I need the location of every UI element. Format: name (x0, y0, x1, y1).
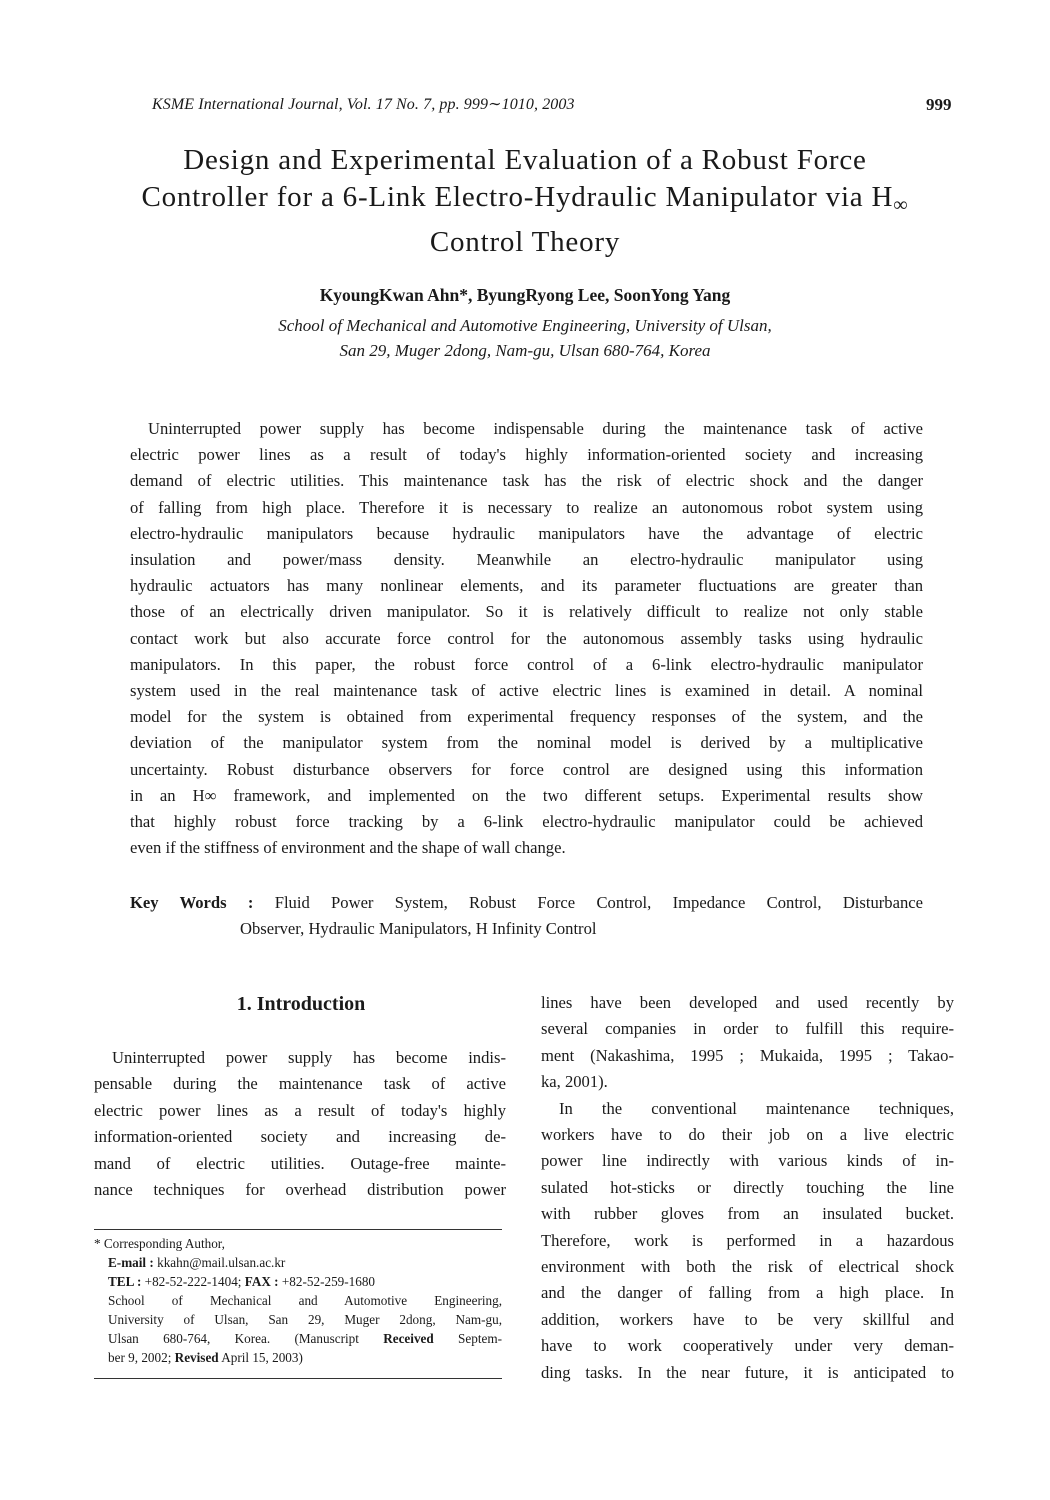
intro-right-line: lines have been developed and used recently by (541, 993, 954, 1012)
left-column-body (94, 1045, 506, 1203)
section-title: 1. Introduction (236, 993, 366, 1015)
page-number: 999 (926, 95, 952, 114)
abstract-line: Uninterrupted power supply has become indispensable during the maintenance task of active (148, 419, 923, 438)
abstract-line: uncertainty. Robust disturbance observers for force control are designed using this information (130, 759, 923, 779)
keywords-label: Key Words : (130, 893, 254, 912)
footnote-address-2: University of Ulsan, San 29, Muger 2dong, Nam-gu, (108, 1312, 502, 1327)
abstract-line: hydraulic actuators has many nonlinear elements, and its parameter fluctuations are greater than (130, 576, 923, 596)
intro-right-line: ment (Nakashima, 1995 ; Mukaida, 1995 ; Takao- (541, 1045, 954, 1065)
received-label: Received (383, 1331, 434, 1346)
keywords-line-2: Observer, Hydraulic Manipulators, H Infinity Control (240, 919, 597, 938)
abstract-line: contact work but also accurate force control for the autonomous assembly tasks using hydraulic (130, 628, 923, 648)
footnote-corresponding: * Corresponding Author, (94, 1236, 225, 1251)
footnote (94, 1234, 502, 1367)
title-line-3: Control Theory (429, 226, 621, 259)
fax-label: FAX : (244, 1274, 279, 1289)
abstract-line: manipulators. In this paper, the robust force control of a 6-link electro-hydraulic manipulator (130, 654, 923, 674)
abstract-line: in an H∞ framework, and implemented on the two different setups. Experimental results show (130, 785, 923, 805)
intro-right-line: ding tasks. In the near future, it is anticipated to (541, 1362, 954, 1382)
abstract-line: those of an electrically driven manipulator. So it is relatively difficult to realize not only stable (130, 602, 923, 622)
title-line-2 (60, 179, 990, 224)
intro-right-line: several companies in order to fulfill this require- (541, 1019, 954, 1039)
footnote-rule (94, 1229, 502, 1230)
tel-value: +82-52-222-1404; (141, 1274, 245, 1289)
footnote-address-4 (94, 1348, 502, 1367)
abstract-line: of falling from high place. Therefore it is necessary to realize an autonomous robot system using (130, 497, 923, 517)
abstract-line: electric power lines as a result of today's highly information-oriented society and increasing (130, 445, 923, 465)
keywords-text-1: Fluid Power System, Robust Force Control, Impedance Control, Disturbance (274, 893, 923, 912)
intro-right-line: with rubber gloves from an insulated bucket. (541, 1204, 954, 1224)
authors: KyoungKwan Ahn*, ByungRyong Lee, SoonYong Yang (319, 285, 731, 305)
abstract-line: that highly robust force tracking by a 6-link electro-hydraulic manipulator could be achieved (130, 812, 923, 832)
abstract-line: deviation of the manipulator system from the nominal model is derived by a multiplicative (130, 733, 923, 753)
address-4-tail: April 15, 2003) (218, 1350, 303, 1365)
intro-right-line: sulated hot-sticks or directly touching the line (541, 1177, 954, 1197)
title-line-2-text: Controller for a 6-Link Electro-Hydraulic Manipulator via H (141, 181, 894, 213)
intro-left-line: information-oriented society and increasing de- (94, 1127, 506, 1147)
keywords-line-1 (130, 890, 923, 916)
intro-left-line: electric power lines as a result of today's highly (94, 1100, 506, 1120)
address-4-text: ber 9, 2002; (108, 1350, 175, 1365)
intro-right-line: ka, 2001). (541, 1072, 608, 1092)
affiliation-line-2: San 29, Muger 2dong, Nam-gu, Ulsan 680-764, Korea (339, 341, 711, 360)
intro-right-line: addition, workers have to be very skillful and (541, 1309, 954, 1329)
intro-left-line: mand of electric utilities. Outage-free mainte- (94, 1153, 506, 1173)
intro-left-line: pensable during the maintenance task of active (94, 1074, 506, 1094)
abstract-line: system used in the real maintenance task of active electric lines is examined in detail. A nominal (130, 681, 923, 701)
footnote-email (94, 1253, 502, 1272)
email-label: E-mail : (108, 1255, 154, 1270)
address-3-tail: Septem- (433, 1331, 502, 1346)
infinity-subscript: ∞ (893, 194, 909, 217)
title-line-1: Design and Experimental Evaluation of a Robust Force (183, 144, 867, 176)
affiliation (60, 313, 990, 363)
intro-left-line: Uninterrupted power supply has become indis- (112, 1048, 506, 1067)
abstract-line: even if the stiffness of environment and the shape of wall change. (130, 838, 566, 858)
intro-right-line: In the conventional maintenance techniques, (559, 1098, 954, 1118)
abstract-line: model for the system is obtained from experimental frequency responses of the system, and the (130, 707, 923, 727)
intro-right-line: Therefore, work is performed in a hazardous (541, 1230, 954, 1250)
abstract-line: electro-hydraulic manipulators because hydraulic manipulators have the advantage of electric (130, 523, 923, 543)
intro-right-line: and the danger of falling from a high place. In (541, 1283, 954, 1303)
keywords (130, 890, 923, 942)
intro-right-line: power line indirectly with various kinds of in- (541, 1151, 954, 1171)
affiliation-line-1: School of Mechanical and Automotive Engineering, University of Ulsan, (278, 316, 772, 335)
running-head: KSME International Journal, Vol. 17 No. 7, pp. 999∼1010, 2003 (152, 96, 575, 113)
intro-left-line: nance techniques for overhead distribution power (94, 1180, 506, 1200)
intro-right-line: have to work cooperatively under very deman- (541, 1336, 954, 1356)
intro-right-line: workers have to do their job on a live electric (541, 1125, 954, 1145)
tel-label: TEL : (108, 1274, 142, 1289)
footnote-phone (94, 1272, 502, 1291)
right-column-body (541, 990, 954, 1386)
abstract-line: insulation and power/mass density. Meanwhile an electro-hydraulic manipulator using (130, 550, 923, 570)
email-value: kkahn@mail.ulsan.ac.kr (153, 1255, 286, 1270)
footnote-address-1: School of Mechanical and Automotive Engineering, (108, 1293, 502, 1308)
fax-value: +82-52-259-1680 (278, 1274, 376, 1289)
footnote-address-3 (94, 1329, 502, 1348)
address-3-text: Ulsan 680-764, Korea. (Manuscript (108, 1331, 384, 1346)
revised-label: Revised (174, 1350, 219, 1365)
paper-title (60, 142, 990, 261)
footnote-bottom-rule (94, 1378, 502, 1379)
intro-right-line: environment with both the risk of electrical shock (541, 1257, 954, 1277)
abstract-line: demand of electric utilities. This maintenance task has the risk of electric shock and the danger (130, 471, 923, 491)
abstract (130, 416, 923, 861)
